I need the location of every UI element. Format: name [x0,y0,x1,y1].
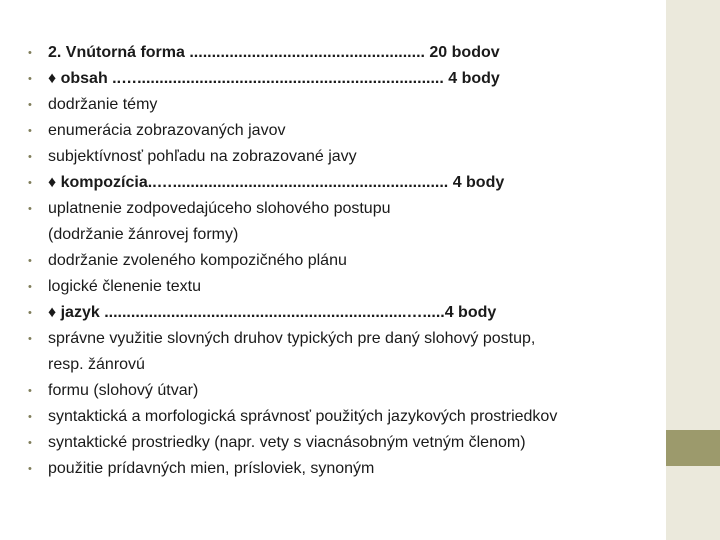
bullet-icon: • [28,73,32,85]
list-item-text: použitie prídavných mien, prísloviek, synoným [48,460,375,477]
list-item [28,456,664,482]
list-item [28,118,664,144]
list-item-text: resp. žánrovú [48,356,145,373]
list-item-text: syntaktická a morfologická správnosť použitých jazykových prostriedkov [48,408,558,425]
list-item-continuation [28,352,664,378]
list-item [28,300,664,326]
list-item [28,248,664,274]
list-item-text: 2. Vnútorná forma ..................................................... 20 bodov [48,44,500,61]
bullet-icon: • [28,177,32,189]
bullet-icon: • [28,411,32,423]
list-item-text: ♦ jazyk ....................................................................….....4 body [48,304,497,321]
list-item-text: (dodržanie žánrovej formy) [48,226,239,243]
bullet-icon: • [28,99,32,111]
bullet-icon: • [28,47,32,59]
list-item [28,378,664,404]
bullet-icon: • [28,333,32,345]
bullet-icon: • [28,281,32,293]
bullet-icon: • [28,463,32,475]
bullet-icon: • [28,385,32,397]
list-item-text: správne využitie slovných druhov typických pre daný slohový postup, [48,330,536,347]
bullet-icon: • [28,125,32,137]
bullet-icon: • [28,255,32,267]
bullet-icon: • [28,437,32,449]
side-decoration-bar [666,0,720,540]
list-item [28,66,664,92]
list-item-text: dodržanie témy [48,96,158,113]
list-item [28,196,664,222]
list-item [28,144,664,170]
list-item [28,274,664,300]
list-item [28,430,664,456]
bullet-list [28,40,664,482]
list-item [28,404,664,430]
bullet-icon: • [28,307,32,319]
list-item-text: ♦ kompozícia..….............................................................. 4 body [48,174,505,191]
list-item-continuation [28,222,664,248]
list-item-text: enumerácia zobrazovaných javov [48,122,286,139]
side-accent-block [666,430,720,466]
bullet-icon: • [28,151,32,163]
list-item-text: ♦ obsah ..…..................................................................... 4 body [48,70,500,87]
list-item-text: dodržanie zvoleného kompozičného plánu [48,252,347,269]
bullet-icon: • [28,203,32,215]
list-item [28,326,664,352]
list-item-text: logické členenie textu [48,278,201,295]
list-item-text: formu (slohový útvar) [48,382,199,399]
list-item-text: syntaktické prostriedky (napr. vety s viacnásobným vetným členom) [48,434,526,451]
list-item-text: uplatnenie zodpovedajúceho slohového postupu [48,200,391,217]
list-item [28,92,664,118]
list-item-text: subjektívnosť pohľadu na zobrazované javy [48,148,357,165]
list-item [28,170,664,196]
list-item [28,40,664,66]
